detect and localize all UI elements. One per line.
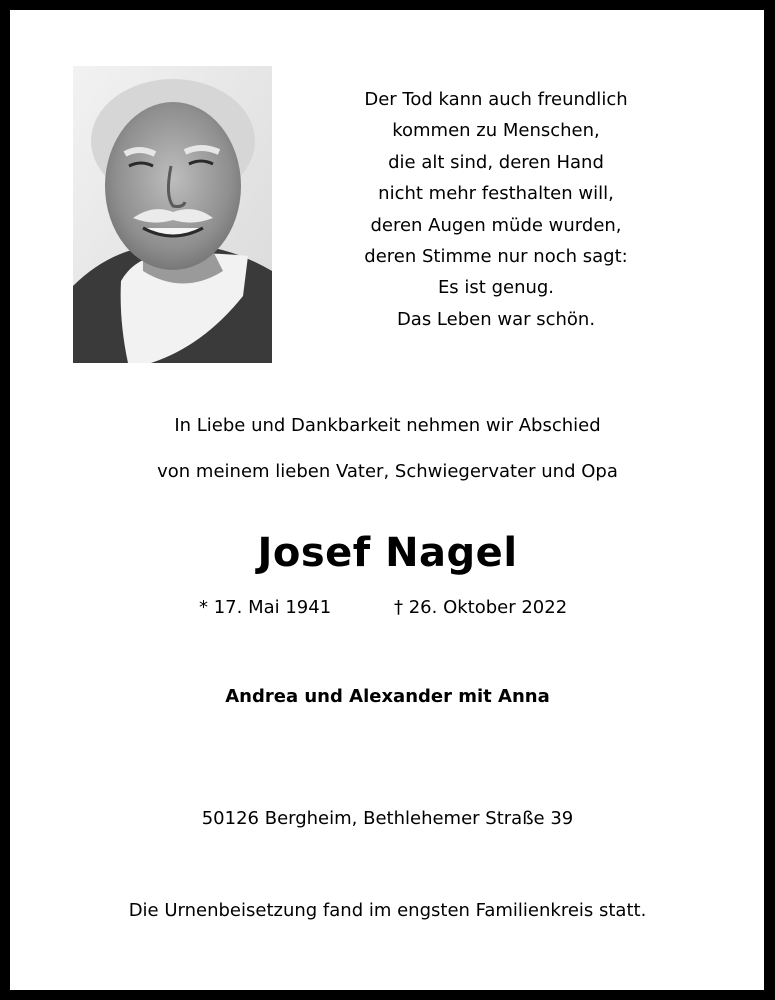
deceased-name: Josef Nagel (257, 530, 518, 576)
funeral-notice: Die Urnenbeisetzung fand im engsten Familienkreis statt. (128, 900, 647, 921)
poem (318, 84, 674, 335)
portrait-photo (73, 66, 272, 363)
poem-line: Der Tod kann auch freundlich (364, 89, 628, 110)
poem-line: kommen zu Menschen, (392, 120, 600, 142)
poem-line: deren Augen müde wurden, (370, 214, 622, 236)
birth-date: * 17. Mai 1941 (199, 597, 332, 618)
poem-line: Es ist genug. (437, 277, 555, 299)
farewell-intro-line-2: von meinem lieben Vater, Schwiegervater und Opa (157, 461, 618, 482)
address: 50126 Bergheim, Bethlehemer Straße 39 (201, 808, 574, 829)
poem-line: Das Leben war schön. (396, 308, 596, 330)
death-date: † 26. Oktober 2022 (394, 597, 568, 618)
mourners: Andrea und Alexander mit Anna (225, 686, 550, 707)
poem-line: die alt sind, deren Hand (388, 151, 604, 173)
farewell-intro-line-1: In Liebe und Dankbarkeit nehmen wir Abschied (174, 415, 601, 436)
poem-line: nicht mehr festhalten will, (378, 183, 614, 205)
poem-line: deren Stimme nur noch sagt: (364, 246, 628, 268)
portrait-image (73, 66, 272, 363)
